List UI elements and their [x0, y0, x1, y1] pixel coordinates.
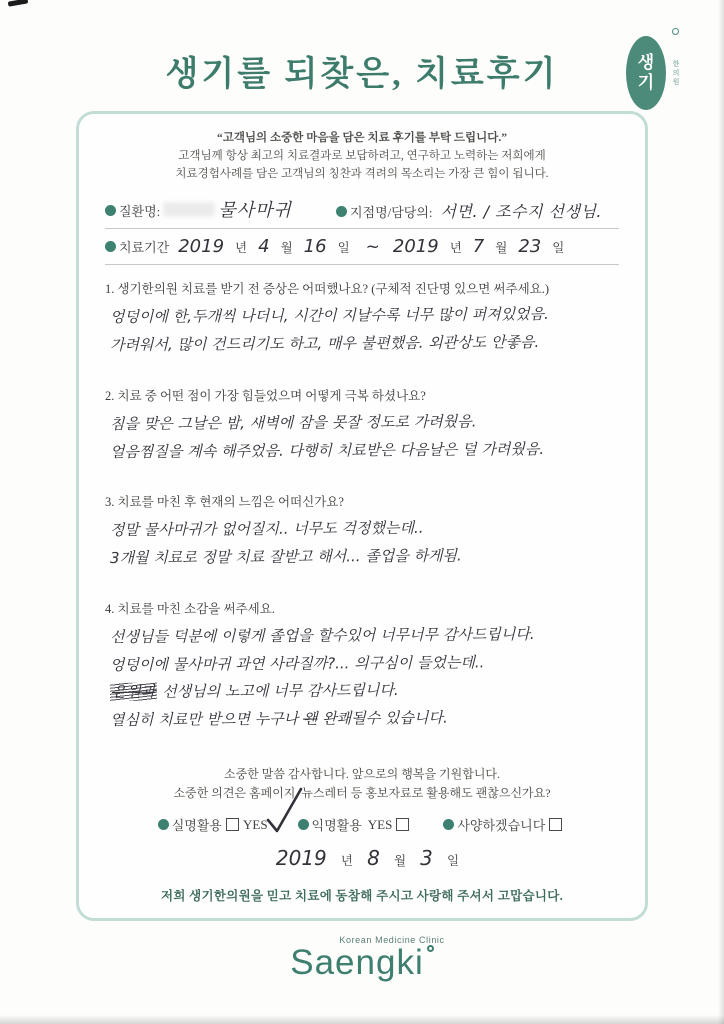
disease-label: 질환명: [119, 204, 161, 220]
treatment-period-label: 치료기간 [119, 240, 170, 256]
clinic-brand-footer [0, 935, 724, 982]
year-unit: 년 [235, 241, 248, 256]
answer-line: 3개월 치료로 정말 치료 잘받고 해서... 졸업을 하게됨. [109, 546, 462, 568]
scan-edge-shadow-bottom [0, 1015, 724, 1024]
question-1-section [105, 279, 619, 360]
yes-label: YES [242, 816, 268, 832]
checkbox-decline [549, 818, 562, 831]
page-title: 생기를 되찾은, 치료후기 [165, 56, 559, 93]
question-1-answer [105, 304, 619, 360]
question-3-label: 3. 치료를 마친 후 현재의 느낌은 어떠신가요? [105, 495, 344, 510]
checkbox-real-name [226, 818, 239, 831]
question-4-answer [105, 624, 619, 735]
answer-line: 엉덩이에 한,두개씩 나더니, 시간이 지날수록 너무 많이 퍼져있었음. [109, 305, 549, 327]
date-day-handwritten: 3 [420, 846, 433, 871]
thanks-line-1: 소중한 말씀 감사합니다. 앞으로의 행복을 기원합니다. [223, 766, 501, 781]
crossed-out-word: 은원과 [111, 683, 156, 702]
answer-line: 가려워서, 많이 건드리기도 하고, 매우 불편했음. 외관상도 안좋음. [109, 333, 540, 355]
branch-doctor-value-handwritten: 서면. / 조수지 선생님. [440, 202, 602, 222]
disease-field [105, 196, 336, 222]
consent-option-decline [443, 815, 566, 834]
month-unit: 월 [393, 854, 407, 869]
consent-options-row [105, 815, 619, 834]
bullet-icon [158, 819, 169, 830]
scan-edge-shadow-right [718, 0, 724, 1024]
intro-line-1: “고객님의 소중한 마음을 담은 치료 후기를 부탁 드립니다.” [216, 132, 507, 144]
day-unit: 일 [447, 854, 460, 869]
year-unit: 년 [340, 854, 353, 869]
answer-line: 열심히 치료만 받으면 누구나 왠 완쾌될수 있습니다. [109, 708, 448, 730]
question-2-section [105, 386, 619, 467]
treatment-period-field [105, 229, 619, 265]
question-4-label: 4. 치료를 마친 소감을 써주세요. [105, 601, 275, 616]
answer-line: 엉덩이에 물사마귀 과연 사라질까?... 의구심이 들었는데.. [109, 653, 485, 674]
bullet-icon [443, 819, 454, 830]
crossed-out-word: 왠 [302, 709, 318, 728]
logo-subtext: 한의원 [672, 60, 679, 87]
question-3-section [105, 492, 619, 573]
brand-name: Saengki [290, 943, 424, 983]
day-unit: 일 [337, 241, 350, 256]
brand-tagline: Korean Medicine Clinic [339, 935, 445, 946]
yes-label: YES [367, 816, 393, 832]
bullet-icon [336, 206, 347, 217]
top-fields-row [105, 196, 619, 229]
period-start-day: 16 [303, 236, 327, 258]
question-1-label: 1. 생기한의원 치료를 받기 전 증상은 어떠했나요? (구체적 진단명 있으면 써주세요.) [105, 282, 550, 297]
signature-date [105, 846, 619, 870]
disease-value-handwritten: 물사마귀 [218, 200, 292, 222]
answer-line: 침을 맞은 그날은 밤, 새벽에 잠을 못잘 정도로 가려웠음. [109, 412, 477, 433]
handwritten-checkmark [263, 787, 309, 839]
branch-doctor-label: 지점명/담당의: [349, 205, 433, 221]
clinic-seal-logo [626, 28, 690, 118]
period-start-year: 2019 [178, 236, 225, 258]
intro-message [105, 130, 619, 183]
scan-artifact-mark [8, 0, 29, 7]
intro-line-2: 고객님께 항상 최고의 치료결과로 보답하려고, 연구하고 노력하는 저희에게 [178, 149, 546, 162]
thanks-line-2: 소중한 의견은 홈페이지, 뉴스레터 등 홍보자료로 활용해도 괜찮으신가요? [173, 786, 551, 801]
answer-line: 얼음찜질을 계속 해주었음. 다행히 치료받은 다음날은 덜 가려웠음. [109, 439, 545, 461]
bullet-icon [105, 205, 116, 216]
year-unit: 년 [449, 241, 462, 256]
period-end-day: 23 [518, 236, 542, 258]
logo-oval-icon [626, 36, 666, 110]
question-4-section [105, 599, 619, 735]
answer-line: 정말 물사마귀가 없어질지.. 너무도 걱정했는데.. [109, 519, 424, 540]
review-form-box [76, 111, 648, 921]
question-2-label: 2. 치료 중 어떤 점이 가장 힘들었으며 어떻게 극복 하셨나요? [105, 388, 426, 403]
logo-char: 생 [637, 53, 655, 73]
erased-text-smudge [163, 202, 215, 217]
bullet-icon [105, 241, 116, 252]
logo-char: 기 [637, 73, 655, 92]
month-unit: 월 [280, 241, 293, 256]
period-end-year: 2019 [392, 236, 439, 258]
date-year-handwritten: 2019 [275, 846, 327, 871]
bottom-thank-you-note: 저희 생기한의원을 믿고 치료에 동참해 주시고 사랑해 주셔서 고맙습니다. [160, 889, 564, 904]
logo-dot-icon [672, 28, 679, 35]
consent-option-label: 실명활용 [171, 818, 222, 834]
question-2-answer [105, 411, 619, 467]
closing-section [105, 765, 619, 904]
date-month-handwritten: 8 [367, 846, 380, 871]
thanks-message [105, 765, 619, 803]
consent-option-label: 사양하겠습니다 [457, 818, 546, 834]
consent-option-real-name [158, 815, 268, 834]
brand-dot-icon [427, 945, 434, 952]
answer-line: 은원과 선생님의 노고에 너무 감사드립니다. [111, 681, 399, 702]
consent-option-anonymous [298, 815, 414, 834]
answer-line: 선생님들 덕분에 이렇게 졸업을 할수있어 너무너무 감사드립니다. [109, 624, 535, 646]
period-start-month: 4 [258, 236, 270, 258]
checkbox-anonymous [396, 818, 409, 831]
branch-doctor-field [336, 199, 619, 222]
day-unit: 일 [552, 241, 565, 256]
month-unit: 월 [495, 241, 508, 256]
consent-option-label: 익명활용 [311, 818, 362, 834]
intro-line-3: 치료경험사례를 담은 고객님의 칭찬과 격려의 목소리는 가장 큰 힘이 됩니다. [175, 167, 549, 180]
question-3-answer [105, 517, 619, 573]
period-end-month: 7 [472, 236, 485, 258]
period-tilde: ~ [365, 237, 380, 258]
